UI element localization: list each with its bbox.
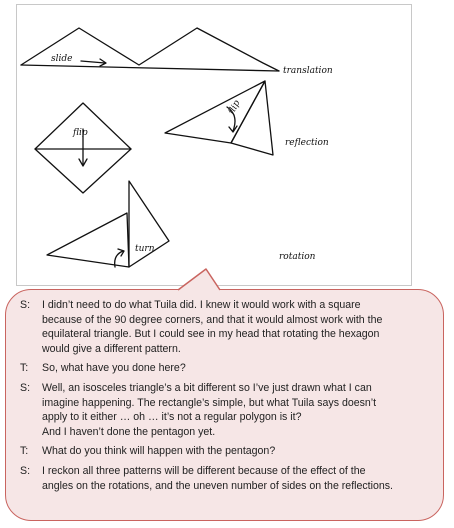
dialogue-line: So, what have you done here? [42, 362, 186, 375]
label-turn: turn [135, 244, 155, 254]
speaker-label: S: [20, 381, 31, 394]
dialogue-line: Well, an isosceles triangle’s a bit different so I’ve just drawn what I can [42, 381, 372, 394]
speaker-label: T: [20, 362, 29, 375]
dialogue-line: angles on the rotations, and the uneven number of sides on the reflections. [42, 479, 394, 492]
label-reflection: reflection [285, 138, 329, 148]
dialogue-line: And I haven’t done the pentagon yet. [42, 425, 216, 438]
dialogue-line: What do you think will happen with the pentagon? [42, 445, 276, 458]
speaker-label: S: [20, 299, 31, 311]
label-flip-right: flip [226, 98, 243, 117]
dialogue-line: because of the 90 degree corners, and that it would almost work with the [42, 313, 383, 326]
speaker-label: T: [20, 445, 29, 458]
dialogue-line: I didn’t need to do what Tuila did. I knew it would work with a square [42, 299, 361, 311]
label-translation: translation [283, 66, 333, 76]
speaker-label: S: [20, 464, 31, 477]
dialogue-line: equilateral triangle. But I could see in my head that rotating the hexagon [42, 328, 380, 341]
dialogue-line: apply to it either … oh … it’s not a regular polygon is it? [42, 411, 302, 424]
label-rotation: rotation [279, 252, 316, 262]
dialogue-line: would give a different pattern. [42, 342, 181, 355]
dialogue-line: I reckon all three patterns will be different because of the effect of the [42, 464, 366, 477]
dialogue-line: imagine happening. The rectangle’s simple, but what Tuila says doesn’t [42, 396, 377, 409]
label-slide: slide [51, 54, 73, 64]
label-flip-left: flip [73, 128, 88, 138]
